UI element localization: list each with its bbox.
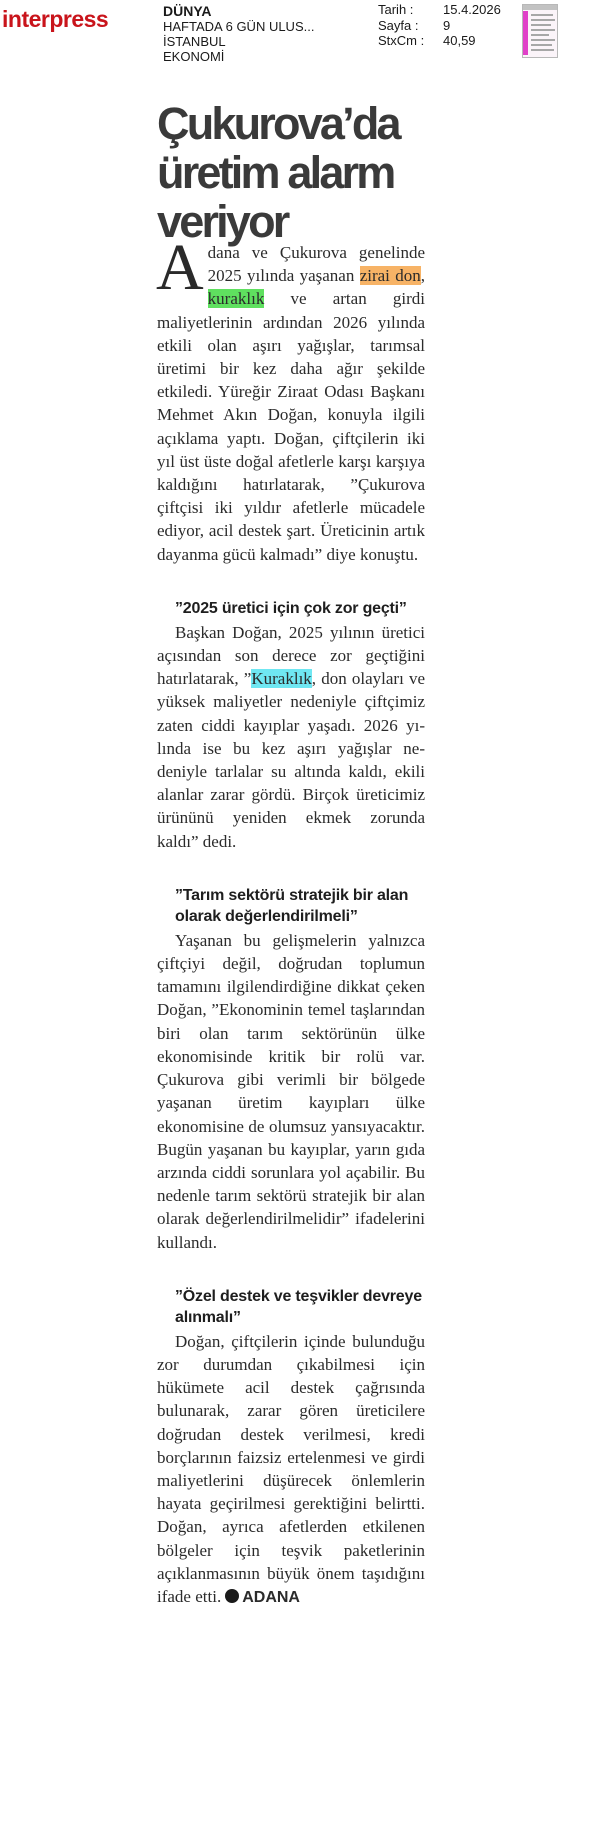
drop-cap: A [156,231,204,304]
lead-text: dana ve Çukurova genelinde 2025 yılında yaşanan [207,243,425,286]
article-body [156,231,426,1609]
meta-value: 15.4.2026 [443,2,501,17]
publication-info [163,4,314,64]
meta-row-page [378,18,501,34]
subheading-ozel-destek: ”Özel destek ve teşvikler devreye alınmalı” [175,1287,422,1326]
headline-line: Çukurova’da [157,98,399,149]
highlight-term: kuraklık [207,289,265,309]
publication-section: EKONOMİ [163,49,225,64]
subheading-2025: ”2025 üretici için çok zor geçti” [175,599,407,617]
thumbnail-line [531,44,552,46]
publication-city: İSTANBUL [163,34,226,49]
publication-name: DÜNYA [163,3,212,19]
thumbnail-highlight-stripe [523,11,528,55]
section-paragraph: Yaşanan bu gelişmelerin yalnızca çiftçiyi değil, doğrudan toplumun tamamını ilgilendirdiğine dikkat çeken Doğan, ”Ekonominin temel taşlarından biri olan tarım sektörünün ülke ekonomisinde kritik bir rolü var. Çukurova gibi verimli bir bölgede yaşanan üretim kayıpları ülke ekonomisine de olumsuz yansıyacaktır. Bugün yaşanan bu kayıplar, yarın gıda arzında ciddi sorunlara yol açabilir. Bu nedenle tarım sektörü stratejik bir alan olarak değerlendirilmelidir” ifadelerini kullandı. [157,930,425,1252]
thumbnail-line [531,24,551,26]
subheading-tarim-sektoru: ”Tarım sektörü stratejik bir alan olarak değerlendirilmeli” [175,886,409,925]
page-thumbnail[interactable] [522,4,558,58]
bullet-dot-icon [225,1589,239,1603]
meta-label: Tarih : [378,2,414,17]
thumbnail-line [531,29,555,31]
lead-paragraph [156,231,426,566]
thumbnail-band [523,5,557,10]
meta-label: StxCm : [378,33,425,48]
thumbnail-line [531,34,549,36]
section-paragraph [157,621,425,853]
meta-row-date [378,2,501,18]
dateline-location: ADANA [242,1588,300,1606]
meta-value: 9 [443,17,451,33]
thumbnail-line [531,39,555,41]
section-paragraph [157,1330,425,1609]
clipping-meta [378,2,501,49]
highlight-term: zirai don [359,266,421,286]
publication-frequency: HAFTADA 6 GÜN ULUS... [163,19,315,34]
thumbnail-line [531,49,554,51]
highlight-term: Kuraklık [251,669,312,689]
headline-line: veriyor [157,196,288,247]
meta-value: 40,59 [443,33,476,48]
headline-line: üretim alarm [157,147,394,198]
interpress-logo: interpress [2,6,109,32]
section-text: Başkan Doğan, 2025 yılının üretici açısından son derece zor geçtiğini hatırlatarak, ” [157,622,425,689]
meta-row-stxcm [378,33,501,49]
section-text: Doğan, çiftçilerin içinde bulunduğu zor durumdan çıkabilmesi için hükümete acil destek çağrısında bulunarak, zarar gören üreticilere doğrudan destek verilmesi, kredi borçlarının faizsiz ertelenmesi ve girdi maliyetlerini düşürecek önlemlerin hayata geçirilmesi gerektiğini belirtti. Doğan, ayrıca afetlerden etkilenen bölgeler için teşvik paketlerinin açıklanmasının büyük önem taşıdığını ifade etti. [157,1331,425,1606]
article-headline [157,99,447,246]
thumbnail-line [531,14,553,16]
meta-label: Sayfa : [378,17,419,33]
thumbnail-line [531,19,555,21]
lead-text: , [420,266,426,286]
lead-text: ve artan girdi maliyetlerinin ardından 2026 yılında etkili olan aşırı yağışlar, tarımsal üretimi bir kez daha ağır şekilde etkiledi. Yüreğir Ziraat Odası Başkanı Mehmet Akın Doğan, konuyla ilgili açıklama yaptı. Doğan, çiftçilerin iki yıl üst üste doğal afetlerle karşı karşıya kaldığını hatırlatarak, ”Çukurova çiftçisi iki yıldır afetlerle mücadele ediyor, acil destek şart. Üreticinin artık dayanma gücü kalmadı” diye konuştu. [157,289,425,564]
section-text: , don olayları ve yüksek maliyetler nedeniyle çiftçimiz zaten ciddi kayıplar yaşadı. 2026 yılında ise bu kez aşırı yağışlar nedeniyle tarlalar su altında kaldı, ekili alanlar zarar gördü. Birçok üreticimiz ürününü yeniden ekmek zorunda kaldı” dedi. [157,669,425,851]
